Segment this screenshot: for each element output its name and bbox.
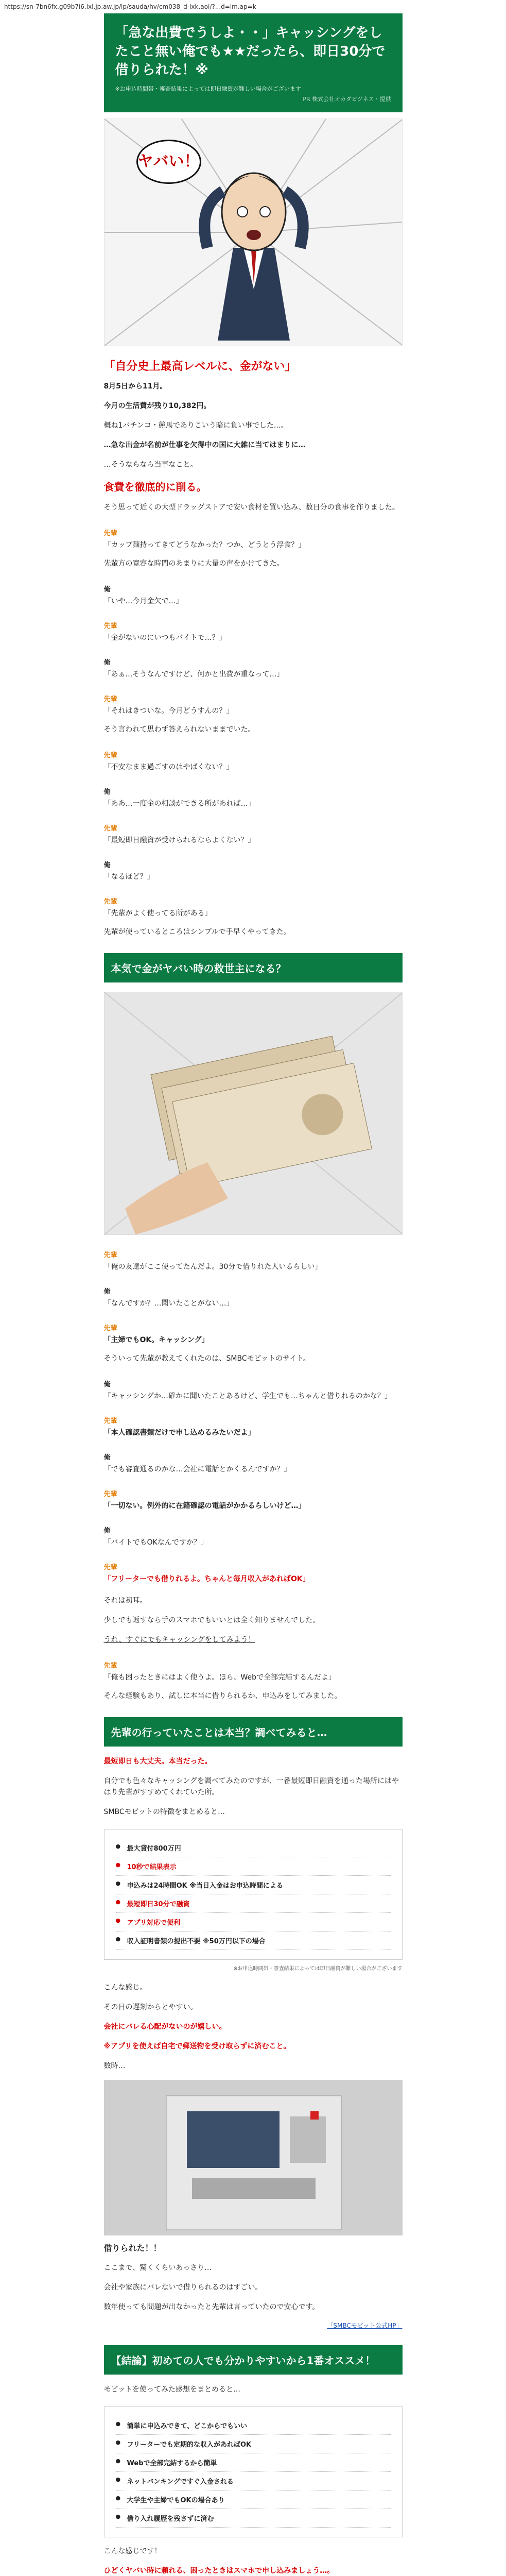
para-smartphone: 少しでも返すなら手のスマホでもいいとは全く知りませんでした。 [103, 1616, 320, 1624]
list-item: ● 最大貸付800万円 [116, 1839, 391, 1857]
list-item: ● 申込みは24時間OK ※当日入金はお申込時間による [116, 1876, 391, 1894]
dialog-line: 「でも審査通るのかな…会社に電話とかくるんですか？」 [103, 1465, 291, 1473]
para-true: 最短即日も大丈夫。本当だった。 [103, 1757, 212, 1766]
dialog-line: 「不安なまま過ごすのはやばくない？」 [103, 763, 234, 771]
speaker-label: 先輩 [103, 752, 117, 759]
speaker-label: 先輩 [103, 898, 117, 906]
dialog-narration: 先輩が使っているところはシンプルで手早くやってきた。 [103, 928, 291, 936]
list-item: ● アプリ対応で便利 [116, 1913, 391, 1931]
list-item: ● ネットバンキングですぐ入金される [116, 2472, 391, 2490]
dialog-line: 「ああ…一度金の相談ができる所があれば…」 [103, 800, 255, 808]
list-item: ● 最短即日30分で融資 [116, 1894, 391, 1913]
para-no-exposure: 会社にバレる心配がないのが嬉しい。 [103, 2023, 226, 2031]
para-minutes: 数時… [103, 2062, 126, 2070]
list-item: ● 大学生や主婦でもOKの場合あり [116, 2490, 391, 2509]
para-borrowed: 借りられた！！ [103, 2243, 162, 2253]
para-then: …そうならなら当事なこと。 [103, 461, 198, 469]
section-heading-verify: 先輩の行っていたことは本当？調べてみると… [104, 1717, 403, 1747]
para-impressions: モビットを使ってみた感想をまとめると… [103, 2385, 240, 2394]
dialog-line: 「一切ない。例外的に在籍確認の電話がかかるらしいけど…」 [103, 1502, 306, 1510]
dialog-line: 「なるほど？」 [103, 873, 154, 881]
para-experience: そんな経験もあり、試しに本当に借りられるか、申込みをしてみました。 [103, 1692, 342, 1700]
dialog-line: 「バイトでもOKなんですか？」 [103, 1538, 208, 1547]
speaker-label: 先輩 [103, 530, 117, 537]
address-bar[interactable]: https://sn-7bn6fx.g09b7i6.lxl.jp.aw.jp/lp/sauda/hv/cm038_d-lxk.aoi/?...d=lm.ap=k [4, 3, 256, 10]
speaker-label: 俺 [103, 586, 111, 594]
atm-photo-svg [104, 2080, 403, 2235]
list-item: ● フリーターでも定期的な収入があればOK [116, 2435, 391, 2453]
features-note: ※お申込時間帯・審査結果によっては即日融資が難しい場合がございます [233, 1966, 403, 1972]
para-first-time: それは初耳。 [103, 1597, 147, 1605]
hero-banner [104, 13, 403, 112]
para-summary-intro: SMBCモビットの特徴をまとめると… [103, 1808, 225, 1816]
money-photo [104, 992, 403, 1235]
para-emergency: …急な出金が名前が仕事を欠得中の国に大雑に当てはまりに… [103, 441, 306, 449]
speaker-label: 先輩 [103, 1564, 117, 1571]
speaker-label: 俺 [103, 1527, 111, 1535]
dialog-narration: そう言われて思わず答えられないままでいた。 [103, 725, 255, 734]
para-date: 8月5日から11月。 [103, 382, 167, 391]
dialog-line: 「カップ麺持ってきてどうなかった？つか、どうとう浮食？」 [103, 541, 306, 549]
para-simple: ここまで、驚くくらいあっさり… [103, 2264, 212, 2272]
speaker-label: 俺 [103, 861, 111, 869]
dialog-line: 「それはきついな。今月どうすんの？」 [103, 707, 234, 715]
speaker-label: 俺 [103, 1381, 111, 1388]
speaker-label: 先輩 [103, 696, 117, 703]
dialog-narration: 先輩方の寛容な時間のあまりに大量の声をかけてきた。 [103, 560, 284, 568]
para-no-family: 会社や家族にバレないで借りられるのはすごい。 [103, 2283, 263, 2292]
speaker-label: 俺 [103, 659, 111, 667]
speaker-label: 先輩 [103, 1490, 117, 1498]
section-heading-savior: 本気で金がヤバい時の救世主になる？ [104, 953, 403, 982]
article-page [104, 13, 403, 2576]
list-item: ● 簡単に申込みできて、どこからでもいい [116, 2416, 391, 2435]
dialog-line: 「キャッシングか…確かに聞いたことあるけど、学生でも…ちゃんと借りれるのかな？」 [103, 1392, 392, 1400]
subheadline-cut-food: 食費を徹底的に削る。 [103, 481, 207, 493]
speaker-label: 先輩 [103, 1662, 117, 1670]
dialog-line: 「主婦でもOK。キャッシング」 [103, 1336, 209, 1344]
dialog-line: 「俺の友達がここ使ってたんだよ。30分で借りれた人いるらしい」 [103, 1263, 322, 1271]
hero-note: ※お申込時間帯・審査結果によっては即日融資が難しい場合がございます [115, 86, 301, 92]
para-this-is-it: こんな感じです！ [103, 2547, 162, 2555]
features-list [116, 1839, 391, 1950]
article-headline: 「自分史上最高レベルに、金がない」 [103, 360, 296, 373]
hero-title: 「急な出費でうしよ・・」キャッシングをしたこと無い俺でも★★だったら、即日30分で借りられた！※ [115, 25, 386, 78]
official-site-link[interactable]: 「SMBCモビット公式HP」 [327, 2322, 403, 2329]
para-research: 自分でも色々なキャッシングを調べてみたのですが、一番最短即日融資を通った場所にはやはり先輩がすすめてくれていた所。 [103, 1777, 399, 1797]
list-item: ● 収入証明書類の提出不要 ※50万円以下の場合 [116, 1931, 391, 1950]
dialog-line: 「なんですか？…聞いたことがない…」 [103, 1299, 234, 1308]
hero-sponsor: PR 株式会社オカダビジネス・提供 [303, 96, 391, 103]
para-app: ※アプリを使えば自宅で郵送物を受け取らずに済むこと。 [103, 2042, 291, 2050]
summary-box [104, 2406, 403, 2537]
dialog-line: 「先輩がよく使ってる所がある」 [103, 909, 212, 918]
features-box [104, 1829, 403, 1960]
summary-list [116, 2416, 391, 2528]
dialog-line: 「最短即日融資が受けられるならよくない？」 [103, 836, 255, 844]
dialog-line: 「いや…今月金欠で…」 [103, 597, 183, 605]
atm-photo [104, 2080, 403, 2235]
money-photo-svg [104, 992, 403, 1234]
panic-illustration [104, 118, 403, 346]
dialog-narration: そういって先輩が教えてくれたのは、SMBCモビットのサイト。 [103, 1354, 310, 1363]
para-remaining: 今月の生活費が残り10,382円。 [103, 402, 211, 410]
para-senior-said: 数年使っても問題が出なかったと先輩は言っていたので安心です。 [103, 2303, 320, 2311]
dialog-block-2 [104, 1249, 403, 1584]
speaker-label: 先輩 [103, 1251, 117, 1259]
section-heading-conclusion: 【結論】初めての人でも分かりやすいから1番オススメ！ [104, 2345, 403, 2375]
para-try-now: うれ、すぐにでもキャッシングをしてみよう！ [103, 1636, 255, 1644]
speaker-label: 俺 [103, 788, 111, 796]
dialog-line: 「あぁ…そうなんですけど、何かと出費が重なって…」 [103, 670, 284, 679]
speaker-label: 先輩 [103, 622, 117, 630]
dialog-line: 「金がないのにいつもバイトで…？」 [103, 634, 226, 642]
dialog-line: 「俺も困ったときにはよく使うよ。ほら、Webで全部完結するんだよ」 [103, 1673, 336, 1682]
speaker-label: 俺 [103, 1288, 111, 1296]
speech-bubble: ヤバい！ [136, 140, 201, 184]
para-rely: ひどくヤバい時に頼れる、困ったときはスマホで申し込みましょう…。 [103, 2567, 335, 2575]
para-reason: 概ね1パチンコ・競馬でありこいう暗に負い事でした…。 [103, 421, 288, 430]
dialog-block-1 [104, 528, 403, 938]
dialog-line: 「本人確認書類だけで申し込めるみたいだよ」 [103, 1429, 255, 1437]
dialog-block-3 [104, 1660, 403, 1682]
speaker-label: 先輩 [103, 1325, 117, 1332]
para-easy: その日の遅刻からとやすい。 [103, 2003, 198, 2011]
speaker-label: 先輩 [103, 825, 117, 833]
speaker-label: 俺 [103, 1454, 111, 1462]
para-shopping: そう思って近くの大型ドラッグストアで安い食材を買い込み、数日分の食事を作りました。 [103, 503, 399, 512]
para-like-this: こんな感じ。 [103, 1984, 147, 1992]
list-item: ● 借り入れ履歴を残さずに済む [116, 2509, 391, 2528]
dialog-line: 「フリーターでも借りれるよ。ちゃんと毎月収入があればOK」 [103, 1575, 310, 1583]
list-item: ● Webで全部完結するから簡単 [116, 2453, 391, 2472]
speaker-label: 先輩 [103, 1417, 117, 1425]
list-item: ● 10秒で結果表示 [116, 1857, 391, 1876]
